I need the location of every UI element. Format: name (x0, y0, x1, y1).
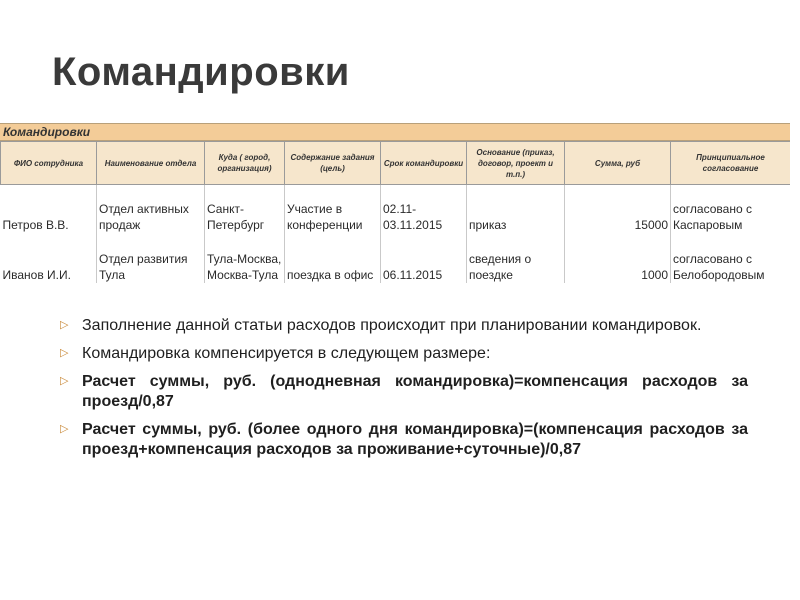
column-header: Срок командировки (381, 142, 467, 185)
cell-purpose: поездка в офис (287, 268, 374, 282)
bullet-item (60, 344, 748, 364)
bullet-text: Заполнение данной статьи расходов происходит при планировании командировок. (82, 317, 702, 334)
cell-approval: согласовано с Белобородовым (673, 252, 765, 282)
bullet-text: Командировка компенсируется в следующем размере: (82, 345, 491, 362)
column-header: Куда ( город, организация) (205, 142, 285, 185)
bullet-item (60, 316, 748, 336)
triangle-bullet-icon: ▷ (60, 319, 69, 331)
bullet-item (60, 420, 748, 460)
table-row (1, 233, 791, 283)
cell-amount: 1000 (641, 268, 668, 282)
cell-amount: 15000 (634, 218, 668, 232)
cell-purpose: Участие в конференции (287, 202, 363, 232)
slide-title: Командировки (52, 50, 350, 94)
triangle-bullet-icon: ▷ (60, 375, 69, 387)
table-row (1, 185, 791, 234)
cell-destination: Санкт-Петербург (207, 202, 265, 232)
triangle-bullet-icon: ▷ (60, 347, 69, 359)
column-header: Наименование отдела (97, 142, 205, 185)
column-header: Содержание задания (цель) (285, 142, 381, 185)
cell-employee: Петров В.В. (2, 218, 69, 232)
column-header: Сумма, руб (565, 142, 671, 185)
bullet-item (60, 372, 748, 412)
cell-approval: согласовано с Каспаровым (673, 202, 752, 232)
cell-period: 02.11-03.11.2015 (383, 202, 443, 232)
column-header: Основание (приказ, договор, проект и т.п.) (467, 142, 565, 185)
triangle-bullet-icon: ▷ (60, 423, 69, 435)
business-trips-table (0, 123, 790, 286)
cell-department: Отдел развития Тула (99, 252, 188, 282)
cell-basis: приказ (469, 218, 507, 232)
table-header-row (1, 142, 791, 185)
bullet-list (60, 316, 748, 468)
column-header: Принципиальное согласование (671, 142, 791, 185)
bullet-text: Расчет суммы, руб. (более одного дня командировка)=(компенсация расходов за проезд+компенсация расходов за проживание+суточные)/0,87 (82, 421, 748, 458)
cell-department: Отдел активных продаж (99, 202, 189, 232)
column-header: ФИО сотрудника (1, 142, 97, 185)
bullet-text: Расчет суммы, руб. (однодневная командировка)=компенсация расходов за проезд/0,87 (82, 373, 748, 410)
cell-basis: сведения о поездке (469, 252, 532, 282)
cell-employee: Иванов И.И. (2, 268, 71, 282)
table-grid (0, 141, 790, 283)
cell-period: 06.11.2015 (383, 268, 443, 282)
cell-destination: Тула-Москва, Москва-Тула (207, 252, 282, 282)
table-caption: Командировки (0, 123, 790, 141)
